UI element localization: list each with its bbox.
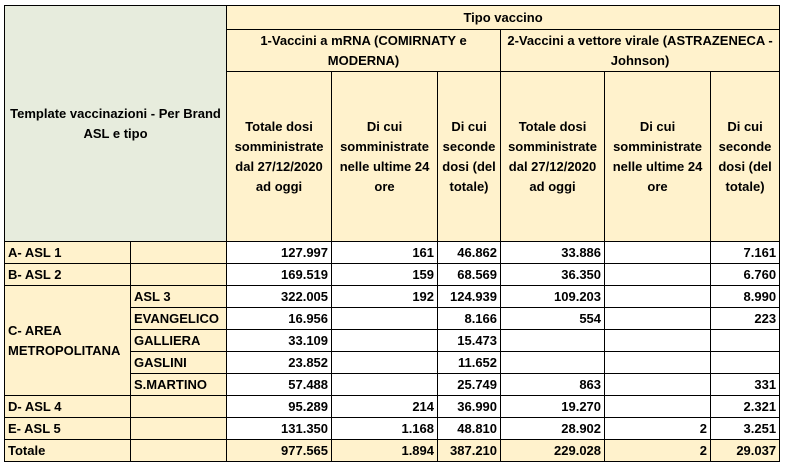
- cell: [605, 264, 711, 286]
- total-label: Totale: [5, 440, 131, 462]
- cell: 2: [605, 418, 711, 440]
- total-cell: 977.565: [227, 440, 332, 462]
- group-mrna-header: 1-Vaccini a mRNA (COMIRNATY e MODERNA): [227, 30, 501, 72]
- cell: [332, 374, 438, 396]
- area-metropolitana-label: C- AREA METROPOLITANA: [5, 286, 131, 396]
- total-row: [5, 440, 780, 462]
- row-sublabel: S.MARTINO: [131, 374, 227, 396]
- cell: 109.203: [501, 286, 605, 308]
- col-mrna-total: Totale dosi somministrate dal 27/12/2020 ad oggi: [227, 72, 332, 242]
- table-row: [5, 396, 780, 418]
- cell: 131.350: [227, 418, 332, 440]
- row-sublabel: [131, 242, 227, 264]
- cell: 25.749: [438, 374, 501, 396]
- cell: [605, 242, 711, 264]
- cell: 2.321: [711, 396, 780, 418]
- cell: 33.109: [227, 330, 332, 352]
- corner-header: Template vaccinazioni - Per Brand ASL e tipo: [5, 6, 227, 242]
- cell: 124.939: [438, 286, 501, 308]
- cell: 15.473: [438, 330, 501, 352]
- total-cell: 229.028: [501, 440, 605, 462]
- total-cell: 1.894: [332, 440, 438, 462]
- cell: 1.168: [332, 418, 438, 440]
- cell: [605, 352, 711, 374]
- tipo-vaccino-header: Tipo vaccino: [227, 6, 780, 30]
- cell: 23.852: [227, 352, 332, 374]
- cell: 214: [332, 396, 438, 418]
- cell: [501, 352, 605, 374]
- group-viral-vector-header: 2-Vaccini a vettore virale (ASTRAZENECA - Johnson): [501, 30, 780, 72]
- cell: [501, 330, 605, 352]
- cell: 554: [501, 308, 605, 330]
- cell: [605, 308, 711, 330]
- total-blank: [131, 440, 227, 462]
- cell: 36.990: [438, 396, 501, 418]
- cell: 322.005: [227, 286, 332, 308]
- row-label: B- ASL 2: [5, 264, 131, 286]
- row-label: D- ASL 4: [5, 396, 131, 418]
- cell: 11.652: [438, 352, 501, 374]
- cell: 28.902: [501, 418, 605, 440]
- table-row: [5, 264, 780, 286]
- table-row: [5, 418, 780, 440]
- row-sublabel: [131, 418, 227, 440]
- cell: [711, 330, 780, 352]
- cell: 161: [332, 242, 438, 264]
- cell: [711, 352, 780, 374]
- cell: 33.886: [501, 242, 605, 264]
- cell: [605, 330, 711, 352]
- cell: 331: [711, 374, 780, 396]
- total-cell: 387.210: [438, 440, 501, 462]
- cell: 57.488: [227, 374, 332, 396]
- vaccination-table: [4, 5, 780, 462]
- cell: 192: [332, 286, 438, 308]
- cell: 8.166: [438, 308, 501, 330]
- table-row: [5, 286, 780, 308]
- cell: [332, 352, 438, 374]
- col-vector-second: Di cui seconde dosi (del totale): [711, 72, 780, 242]
- row-sublabel: ASL 3: [131, 286, 227, 308]
- row-sublabel: GALLIERA: [131, 330, 227, 352]
- col-mrna-second: Di cui seconde dosi (del totale): [438, 72, 501, 242]
- col-vector-24h: Di cui somministrate nelle ultime 24 ore: [605, 72, 711, 242]
- cell: 223: [711, 308, 780, 330]
- cell: 3.251: [711, 418, 780, 440]
- row-sublabel: GASLINI: [131, 352, 227, 374]
- cell: 36.350: [501, 264, 605, 286]
- cell: 16.956: [227, 308, 332, 330]
- cell: 127.997: [227, 242, 332, 264]
- cell: [332, 308, 438, 330]
- cell: 19.270: [501, 396, 605, 418]
- cell: 8.990: [711, 286, 780, 308]
- cell: 169.519: [227, 264, 332, 286]
- cell: 6.760: [711, 264, 780, 286]
- row-sublabel: [131, 396, 227, 418]
- total-cell: 29.037: [711, 440, 780, 462]
- cell: 7.161: [711, 242, 780, 264]
- table-row: [5, 242, 780, 264]
- cell: [605, 396, 711, 418]
- cell: [605, 374, 711, 396]
- row-label: A- ASL 1: [5, 242, 131, 264]
- col-vector-total: Totale dosi somministrate dal 27/12/2020 ad oggi: [501, 72, 605, 242]
- col-mrna-24h: Di cui somministrate nelle ultime 24 ore: [332, 72, 438, 242]
- cell: 95.289: [227, 396, 332, 418]
- cell: [605, 286, 711, 308]
- row-sublabel: EVANGELICO: [131, 308, 227, 330]
- cell: 68.569: [438, 264, 501, 286]
- cell: [332, 330, 438, 352]
- row-label: E- ASL 5: [5, 418, 131, 440]
- total-cell: 2: [605, 440, 711, 462]
- cell: 863: [501, 374, 605, 396]
- cell: 46.862: [438, 242, 501, 264]
- cell: 48.810: [438, 418, 501, 440]
- cell: 159: [332, 264, 438, 286]
- row-sublabel: [131, 264, 227, 286]
